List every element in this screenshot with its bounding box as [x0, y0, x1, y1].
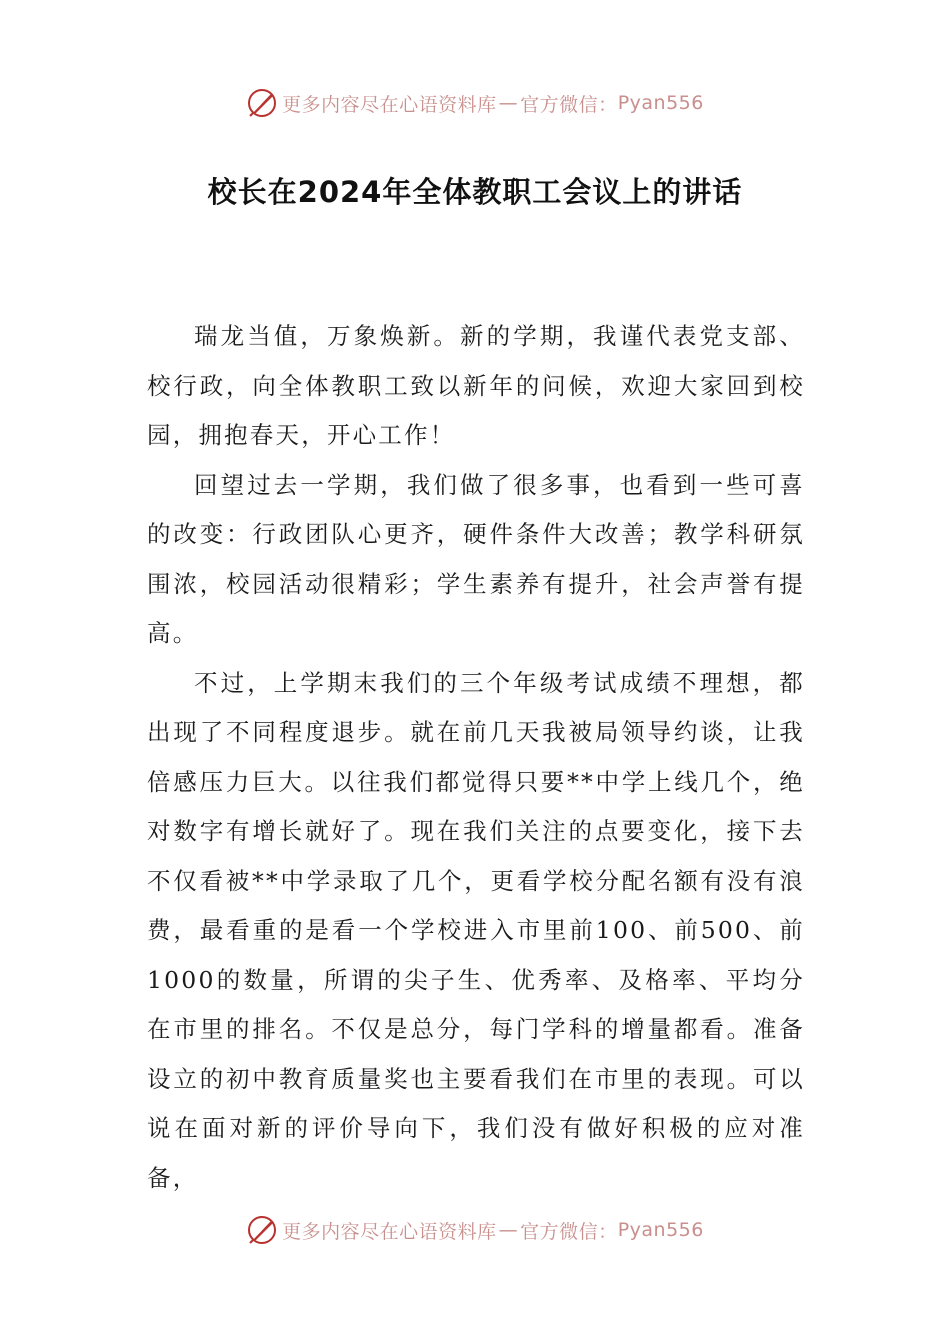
banner-handle: Pyan556: [617, 92, 704, 114]
banner-text: 更多内容尽在心语资料库: [282, 1220, 497, 1243]
paragraph-2: 回望过去一学期，我们做了很多事，也看到一些可喜的改变：行政团队心更齐，硬件条件大改善；教学科研氛围浓，校园活动很精彩；学生素养有提升，社会声誉有提高。: [147, 470, 805, 647]
document-body: [147, 312, 805, 1203]
banner-separator: —: [498, 1219, 519, 1241]
footer-banner: [0, 1212, 950, 1248]
paragraph-1: 瑞龙当值，万象焕新。新的学期，我谨代表党支部、校行政，向全体教职工致以新年的问候，欢迎大家回到校园，拥抱春天，开心工作！: [147, 322, 805, 449]
banner-separator: —: [498, 92, 519, 114]
document-title: 校长在2024年全体教职工会议上的讲话: [207, 175, 743, 209]
banner-text: 更多内容尽在心语资料库: [282, 93, 497, 116]
quill-logo-icon: [246, 1214, 278, 1246]
paragraph-3: 不过，上学期末我们的三个年级考试成绩不理想，都出现了不同程度退步。就在前几天我被局领导约谈，让我倍感压力巨大。以往我们都觉得只要**中学上线几个，绝对数字有增长就好了。现在我们关注的点要变化，接下去不仅看被**中学录取了几个，更看学校分配名额有没有浪费，最看重的是看一个学校进入市里前100、前500、前1000的数量，所谓的尖子生、优秀率、及格率、平均分在市里的排名。不仅是总分，每门学科的增量都看。准备设立的初中教育质量奖也主要看我们在市里的表现。可以说在面对新的评价导向下，我们没有做好积极的应对准备，: [147, 668, 805, 1192]
banner-contact-label: 官方微信：: [520, 93, 618, 116]
header-banner: [0, 85, 950, 121]
quill-logo-icon: [246, 87, 278, 119]
banner-contact-label: 官方微信：: [520, 1220, 618, 1243]
banner-handle: Pyan556: [617, 1219, 704, 1241]
